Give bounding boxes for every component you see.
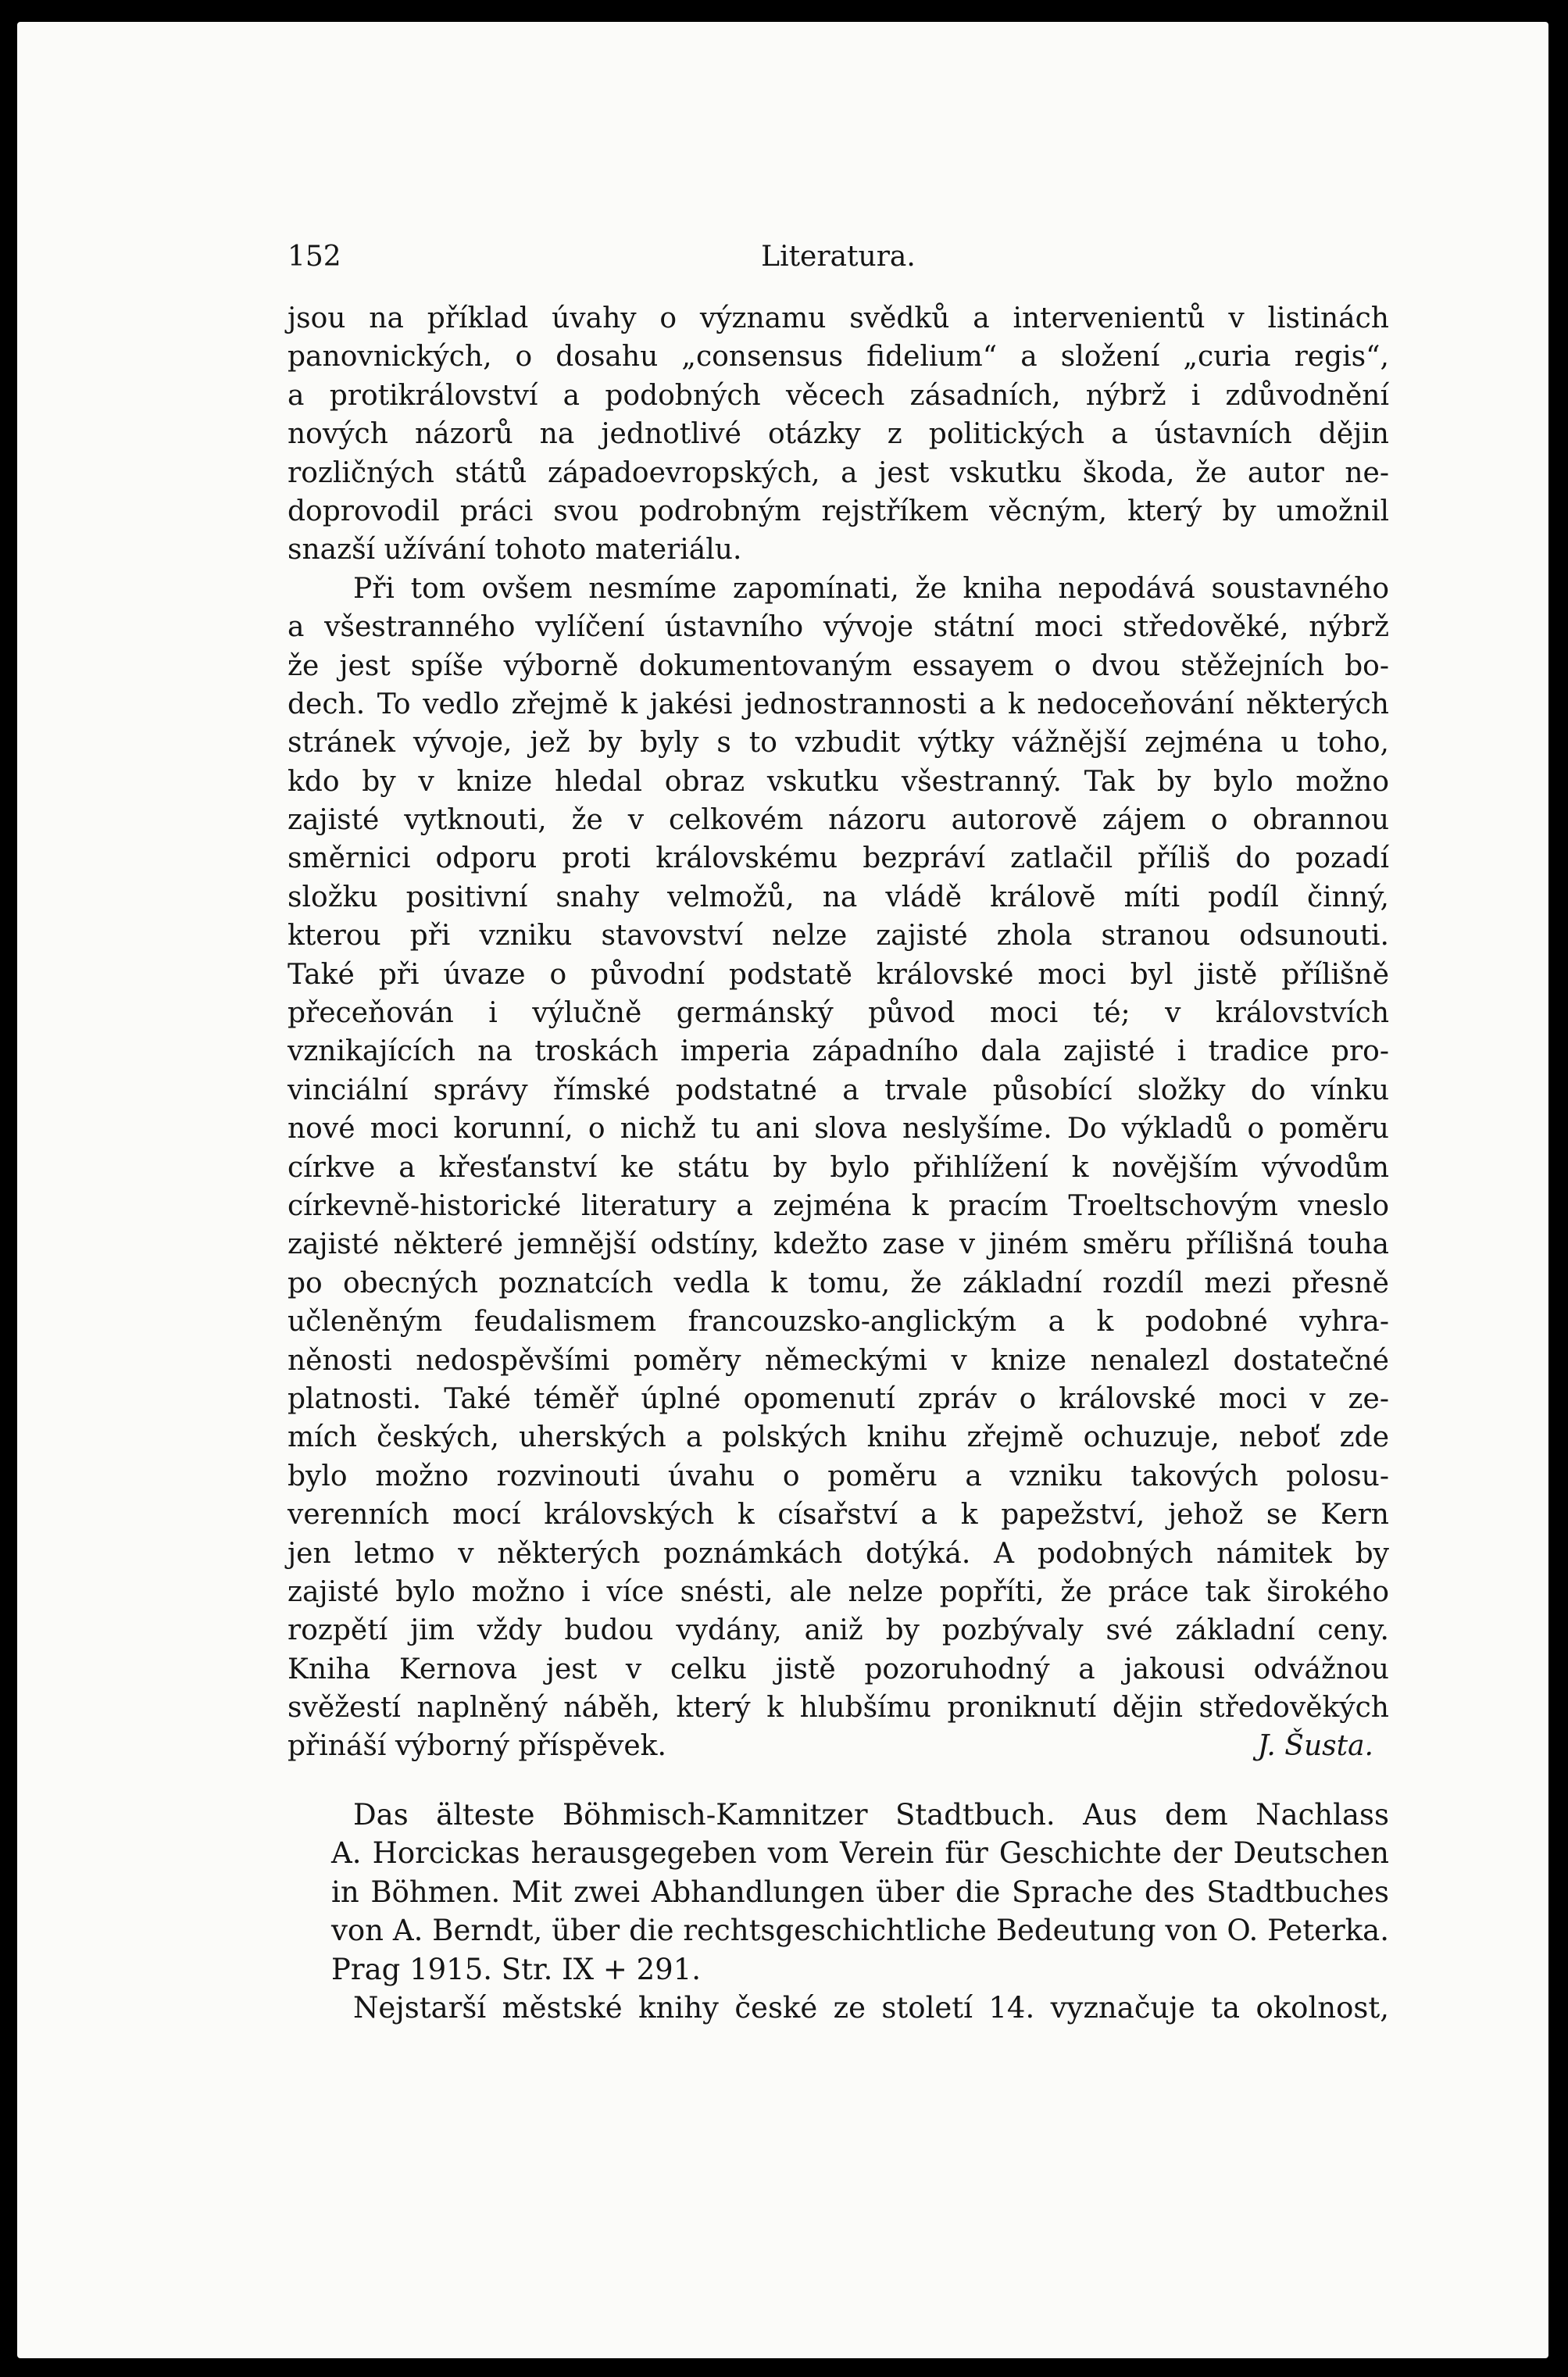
text-line: Při tom ovšem nesmíme zapomínati, že kniha nepodává soustavného [353,572,1389,605]
text-line: jsou na příklad úvahy o významu svědků a intervenientů v listinách [288,302,1389,334]
text-line: vznikajících na troskách imperia západního dala zajisté i tradice pro- [288,1035,1389,1068]
text-line: směrnici odporu proti královskému bezpráví zatlačil příliš do pozadí [288,842,1389,875]
text-line: něnosti nedospěvšími poměry německými v knize nenalezl dostatečné [288,1344,1389,1377]
review-continuation [288,299,1389,1766]
text-line: dech. To vedlo zřejmě k jakési jednostrannosti a k nedoceňování některých [288,688,1389,720]
text-line: po obecných poznatcích vedla k tomu, že základní rozdíl mezi přesně [288,1267,1389,1299]
page-number: 152 [288,241,341,273]
bibliographic-imprint-line: Prag 1915. Str. IX + 291. [331,1952,701,1986]
page-header [288,234,1389,281]
text-line: panovnických, o dosahu „consensus fidelium“ a složení „curia regis“, [288,341,1389,374]
text-line: mích českých, uherských a polských knihu zřejmě ochuzuje, neboť zde [288,1421,1389,1454]
text-line: doprovodil práci svou podrobným rejstříkem věcným, který by umožnil [288,495,1389,527]
text-line: vinciální správy římské podstatné a trvale působící složky do vínku [288,1074,1389,1106]
text-line: verenních mocí královských k císařství a k papežství, jehož se Kern [288,1499,1389,1532]
text-line: stránek vývoje, jež by byly s to vzbudit výtky vážnější zejména u toho, [288,727,1389,760]
review-entry [288,1796,1389,2027]
final-text-line: přináší výborný příspěvek. [288,1730,666,1763]
text-line: zajisté bylo možno i více snésti, ale nelze popříti, že práce tak širokého [288,1575,1389,1608]
text-line: svěžestí naplněný náběh, který k hlubšímu proniknutí dějin středověkých [288,1692,1389,1725]
text-line: církve a křesťanství ke státu by bylo přihlížení k novějším vývodům [288,1151,1389,1184]
text-line: rozpětí jim vždy budou vydány, aniž by pozbývaly své základní ceny. [288,1614,1389,1647]
running-title: Literatura. [761,241,916,273]
text-line: kterou při vzniku stavovství nelze zajisté zhola stranou odsunouti. [288,920,1389,953]
text-line: rozličných států západoevropských, a jest vskutku škoda, že autor ne- [288,456,1389,489]
text-line: zajisté vytknouti, že v celkovém názoru autorově zájem o obrannou [288,804,1389,837]
text-line: učleněným feudalismem francouzsko-anglickým a k podobné vyhra- [288,1306,1389,1339]
text-line: nových názorů na jednotlivé otázky z politických a ústavních dějin [288,418,1389,451]
text-line: platnosti. Také téměř úplné opomenutí zpráv o královské moci v ze- [288,1382,1389,1415]
text-line: kdo by v knize hledal obraz vskutku všestranný. Tak by bylo možno [288,765,1389,798]
text-line: přeceňován i výlučně germánský původ moci té; v královstvích [288,997,1389,1030]
text-line: a všestranného vylíčení ústavního vývoje státní moci středověké, nýbrž [288,611,1389,644]
text-line: snazší užívání tohoto materiálu. [288,534,742,567]
text-line: bylo možno rozvinouti úvahu o poměru a vzniku takových polosu- [288,1460,1389,1492]
closing-line [288,1727,1389,1765]
bibliographic-line: A. Horcickas herausgegeben vom Verein für Geschichte der Deutschen [331,1836,1389,1871]
text-line: složku positivní snahy velmožů, na vládě královĕ míti podíl činný, [288,881,1389,913]
text-line: zajisté některé jemnější odstíny, kdežto zase v jiném směru příliš̌ná touha [288,1228,1389,1261]
bibliographic-line: in Böhmen. Mit zwei Abhandlungen über die Sprache des Stadtbuches [331,1875,1389,1909]
text-line: a protikrálovství a podobných věcech zásadních, nýbrž i zdůvodnění [288,379,1389,412]
bibliographic-line: von A. Berndt, über die rechtsgeschichtliche Bedeutung von O. Peterka. [331,1914,1389,1948]
author-signature: J. Šusta. [1257,1730,1373,1763]
text-line: jen letmo v některých poznámkách dotýká. A podobných námitek by [288,1537,1389,1570]
text-line: že jest spíše výborně dokumentovaným essayem o dvou stěžejních bo- [288,649,1389,682]
text-line: Nejstarší městské knihy české ze století 14. vyznačuje ta okolnost, [353,1990,1389,2025]
text-line: Také při úvaze o původní podstatě královské moci byl jistě přílišně [288,958,1389,991]
bibliographic-title-line: Das älteste Böhmisch-Kamnitzer Stadtbuch. Aus dem Nachlass [353,1798,1389,1832]
text-line: nové moci korunní, o nichž tu ani slova neslyšíme. Do výkladů o poměru [288,1113,1389,1146]
text-line: Kniha Kernova jest v celku jistě pozoruhodný a jakousi odvážnou [288,1653,1389,1685]
text-line: církevně-historické literatury a zejména k pracím Troeltschovým vneslo [288,1189,1389,1222]
